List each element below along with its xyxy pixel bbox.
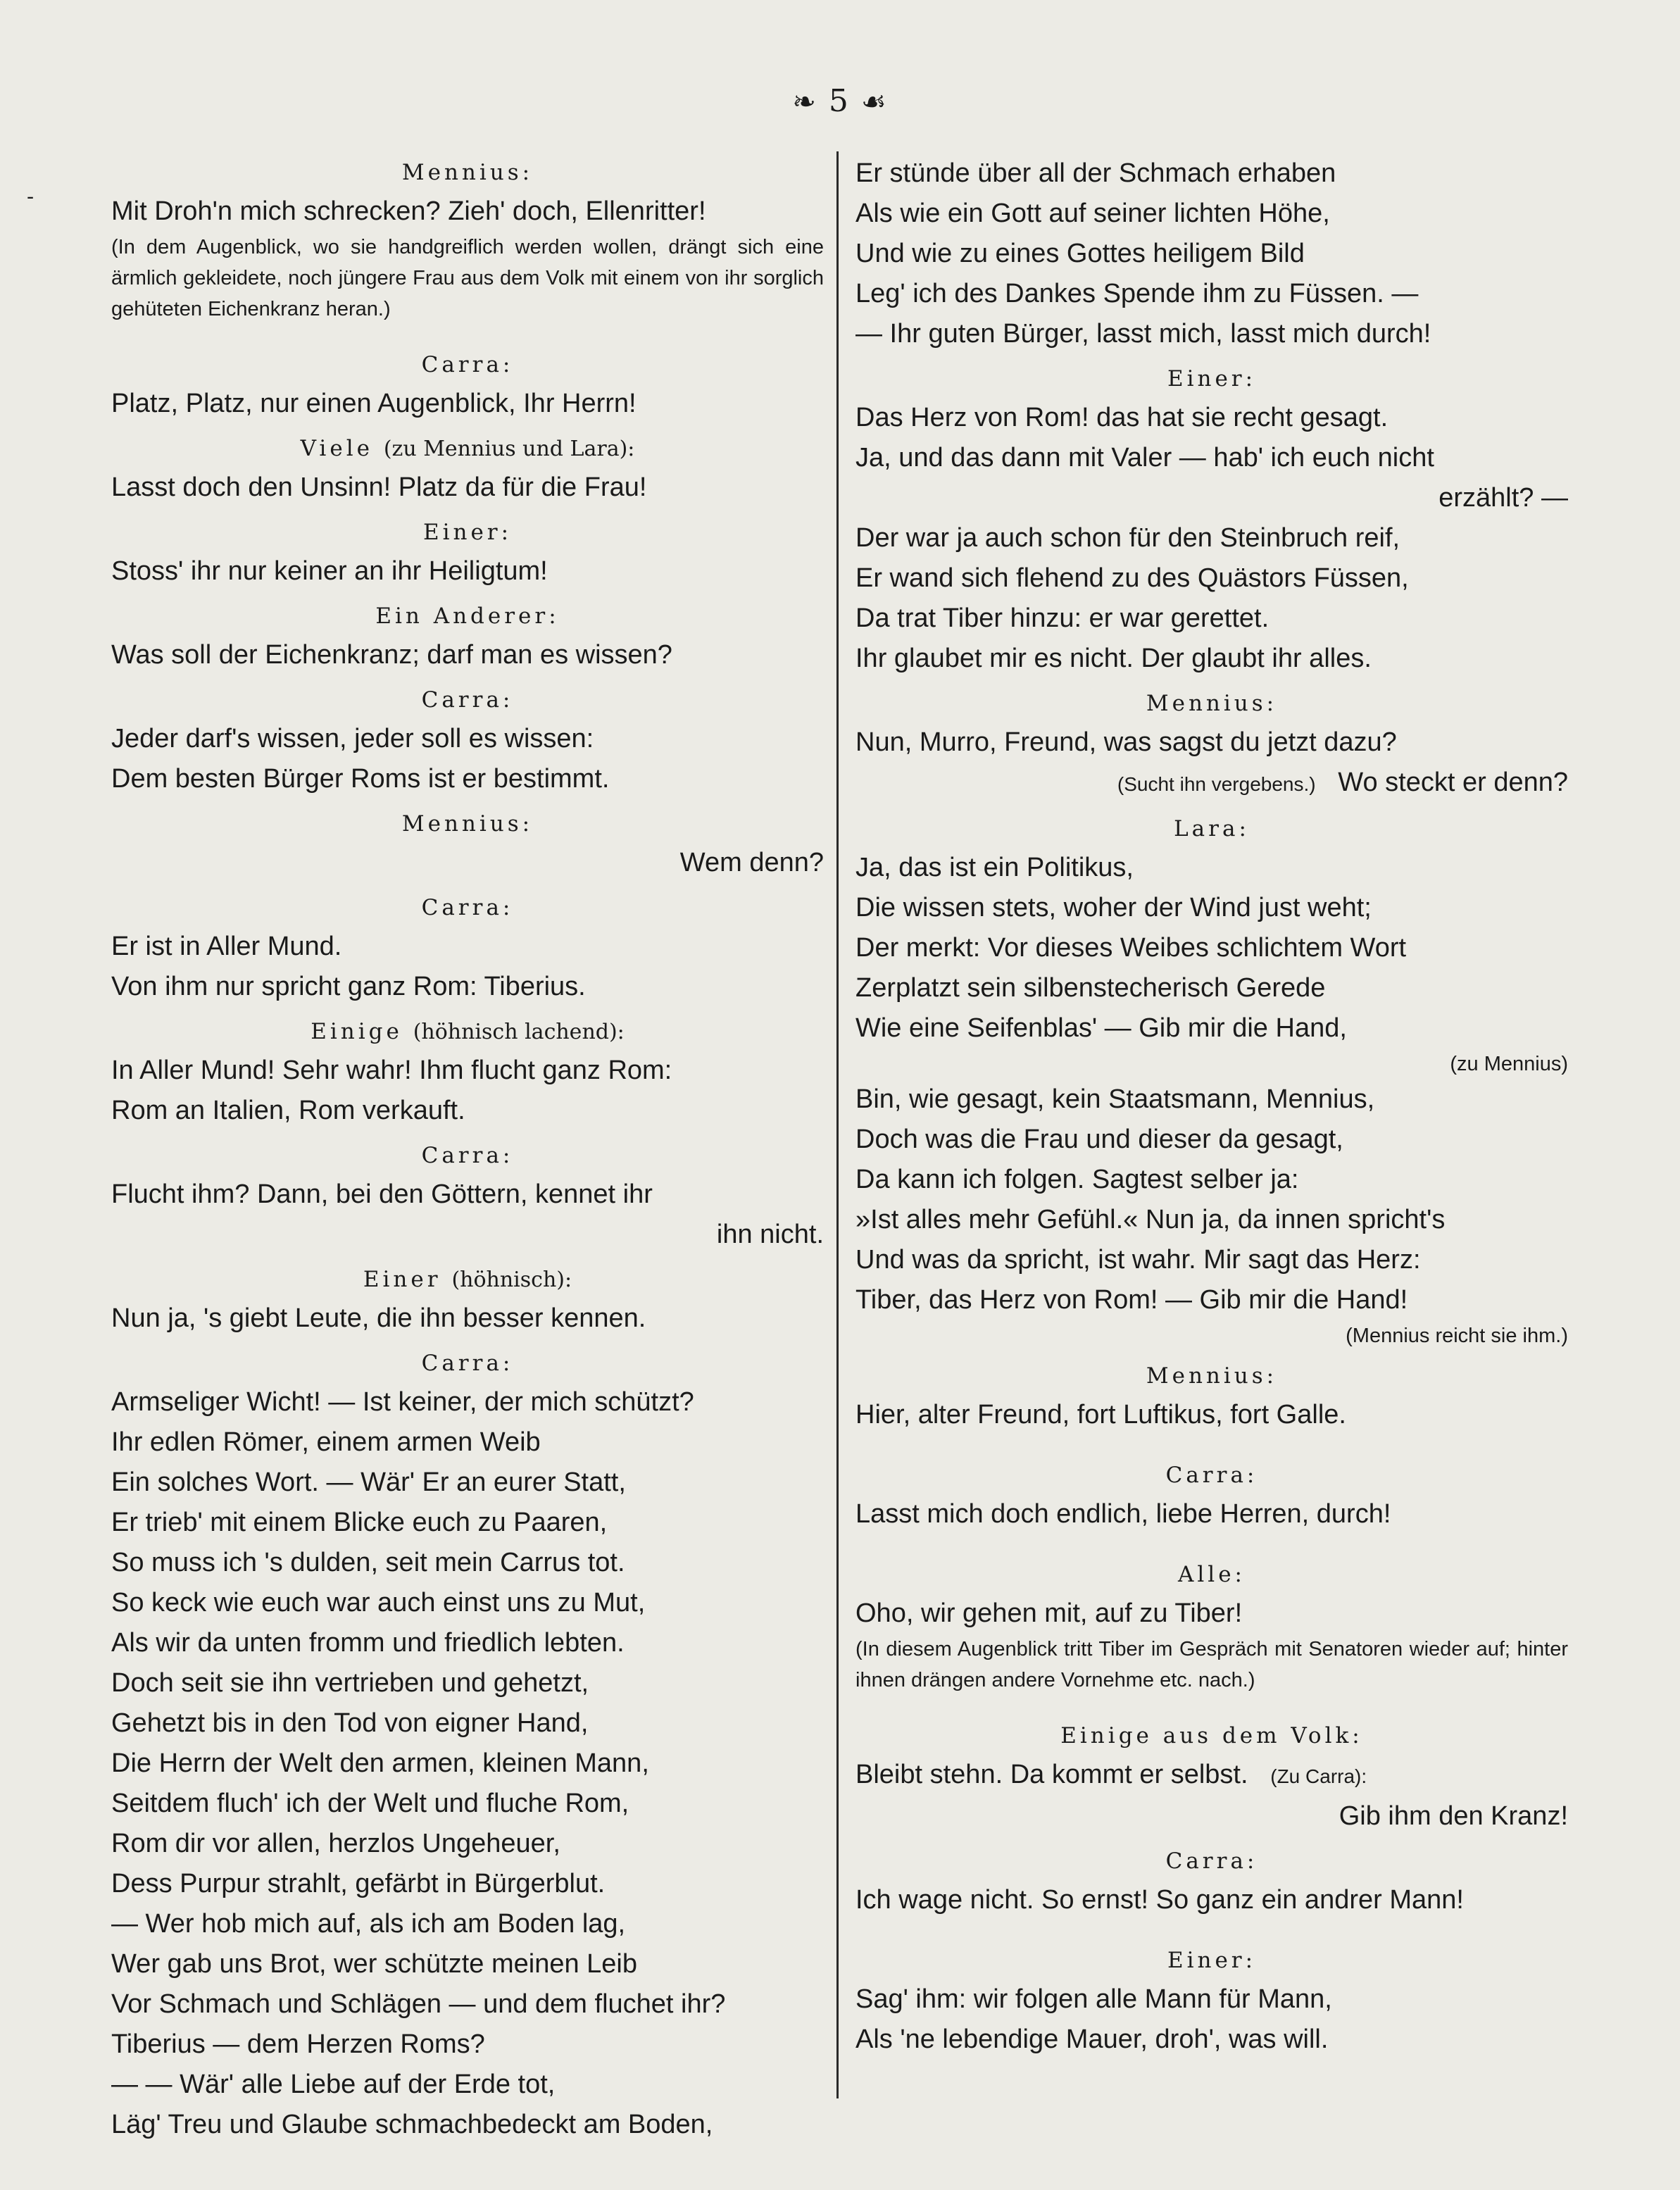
verse-line: Und wie zu eines Gottes heiligem Bild <box>855 239 1305 268</box>
verse-line: Gib ihm den Kranz! <box>1339 1801 1568 1831</box>
left-column <box>111 148 824 2145</box>
verse-text: Bleibt stehn. Da kommt er selbst. <box>855 1760 1248 1789</box>
verse-line: Rom an Italien, Rom verkauft. <box>111 1096 465 1125</box>
verse-line <box>855 763 1568 804</box>
speaker-note: (zu Mennius und Lara): <box>383 437 635 461</box>
verse-line: Als wie ein Gott auf seiner lichten Höhe, <box>855 199 1330 228</box>
speaker-label: Ein Anderer: <box>375 603 560 629</box>
speaker-label: Einer: <box>1167 1948 1257 1973</box>
verse-line: Platz, Platz, nur einen Augenblick, Ihr Herrn! <box>111 389 637 418</box>
verse-line: Wie eine Seifenblas' — Gib mir die Hand, <box>855 1013 1347 1043</box>
speaker-label <box>111 434 824 463</box>
stage-direction: (zu Mennius) <box>1450 1053 1568 1075</box>
stage-direction: (Zu Carra): <box>1270 1765 1367 1787</box>
verse-line: Tiber, das Herz von Rom! — Gib mir die Hand! <box>855 1285 1408 1315</box>
verse-line: Ihr edlen Römer, einem armen Weib <box>111 1427 541 1457</box>
speaker-label: Carra: <box>421 352 514 377</box>
verse-line: — Ihr guten Bürger, lasst mich, lasst mich durch! <box>855 319 1431 349</box>
stage-direction: (In diesem Augenblick tritt Tiber im Gespräch mit Senatoren wieder auf; hinter ihnen drängen andere Vornehme etc. nach.) <box>855 1638 1568 1691</box>
verse-line: Da trat Tiber hinzu: er war gerettet. <box>855 603 1270 633</box>
verse-line: Ja, das ist ein Politikus, <box>855 853 1134 882</box>
verse-line: Tiberius — dem Herzen Roms? <box>111 2029 485 2059</box>
speaker-label: Carra: <box>1165 1848 1258 1874</box>
page-number: 5 <box>828 83 850 119</box>
verse-text: Wo steckt er denn? <box>1338 768 1568 797</box>
stage-direction: (Mennius reicht sie ihm.) <box>1346 1325 1568 1347</box>
speaker-note: (höhnisch): <box>451 1268 572 1292</box>
verse-line: Läg' Treu und Glaube schmachbedeckt am Boden, <box>111 2110 713 2139</box>
speaker-label: Mennius: <box>1146 691 1278 716</box>
verse-line: Stoss' ihr nur keiner an ihr Heiligtum! <box>111 556 548 586</box>
verse-line: Ein solches Wort. — Wär' Er an eurer Statt, <box>111 1468 626 1497</box>
verse-line: Nun, Murro, Freund, was sagst du jetzt dazu? <box>855 727 1397 757</box>
verse-line: Ihr glaubet mir es nicht. Der glaubt ihr alles. <box>855 644 1372 673</box>
verse-line: Von ihm nur spricht ganz Rom: Tiberius. <box>111 972 586 1001</box>
speaker-note: (höhnisch lachend): <box>413 1020 625 1044</box>
speaker-label: Einer: <box>422 520 513 545</box>
verse-line: Wem denn? <box>679 848 824 877</box>
verse-line: Doch was die Frau und dieser da gesagt, <box>855 1125 1343 1154</box>
verse-line: Nun ja, 's giebt Leute, die ihn besser kennen. <box>111 1303 646 1333</box>
speaker-label: Mennius: <box>401 160 534 185</box>
speaker-label: Carra: <box>421 1143 514 1168</box>
verse-line: Lasst mich doch endlich, liebe Herren, durch! <box>855 1499 1391 1529</box>
verse-line: Zerplatzt sein silbenstecherisch Gerede <box>855 973 1326 1003</box>
verse-line: »Ist alles mehr Gefühl.« Nun ja, da innen spricht's <box>855 1205 1446 1234</box>
verse-line: Flucht ihm? Dann, bei den Göttern, kennet ihr <box>111 1180 653 1209</box>
verse-line: Er wand sich flehend zu des Quästors Füssen, <box>855 563 1409 593</box>
verse-line: Der war ja auch schon für den Steinbruch reif, <box>855 523 1400 553</box>
verse-line: — — Wär' alle Liebe auf der Erde tot, <box>111 2070 556 2099</box>
verse-line: Bin, wie gesagt, kein Staatsmann, Mennius, <box>855 1084 1375 1114</box>
verse-line: ihn nicht. <box>716 1220 824 1249</box>
verse-line: Hier, alter Freund, fort Luftikus, fort Galle. <box>855 1400 1346 1429</box>
page-header <box>0 83 1680 119</box>
speaker-label: Alle: <box>1177 1562 1246 1587</box>
verse-line: In Aller Mund! Sehr wahr! Ihm flucht ganz Rom: <box>111 1056 672 1085</box>
verse-line: Er trieb' mit einem Blicke euch zu Paaren, <box>111 1508 608 1537</box>
verse-line: Und was da spricht, ist wahr. Mir sagt das Herz: <box>855 1245 1421 1275</box>
ornament-right-icon: ☙ <box>860 86 888 118</box>
speaker-label: Mennius: <box>1146 1363 1278 1389</box>
speaker-label: Carra: <box>421 1351 514 1376</box>
verse-line: Die wissen stets, woher der Wind just weht; <box>855 893 1372 922</box>
verse-line: Dem besten Bürger Roms ist er bestimmt. <box>111 764 610 794</box>
speaker-name: Einer <box>363 1267 441 1292</box>
speaker-label: Lara: <box>1174 816 1250 841</box>
verse-line: Was soll der Eichenkranz; darf man es wissen? <box>111 640 672 670</box>
speaker-label: Carra: <box>421 687 514 713</box>
verse-line: So keck wie euch war auch einst uns zu Mut, <box>111 1588 646 1618</box>
verse-line: Vor Schmach und Schlägen — und dem fluchet ihr? <box>111 1989 726 2019</box>
speaker-label: Carra: <box>1165 1463 1258 1488</box>
verse-line: Dess Purpur strahlt, gefärbt in Bürgerblut. <box>111 1869 606 1898</box>
column-divider <box>836 151 839 2098</box>
verse-line: Er ist in Aller Mund. <box>111 932 342 961</box>
verse-line: Leg' ich des Dankes Spende ihm zu Füssen. — <box>855 279 1419 308</box>
verse-line: Sag' ihm: wir folgen alle Mann für Mann, <box>855 1984 1332 2014</box>
verse-line: Mit Droh'n mich schrecken? Zieh' doch, Ellenritter! <box>111 196 706 226</box>
verse-line: Gehetzt bis in den Tod von eigner Hand, <box>111 1708 589 1738</box>
verse-line: Armseliger Wicht! — Ist keiner, der mich schützt? <box>111 1387 694 1417</box>
verse-line: Seitdem fluch' ich der Welt und fluche Rom, <box>111 1789 629 1818</box>
verse-line: Lasst doch den Unsinn! Platz da für die Frau! <box>111 473 647 502</box>
right-column <box>855 154 1568 2060</box>
speaker-label: Einige aus dem Volk: <box>1060 1723 1363 1748</box>
verse-line: Da kann ich folgen. Sagtest selber ja: <box>855 1165 1299 1194</box>
verse-line: Oho, wir gehen mit, auf zu Tiber! <box>855 1598 1243 1628</box>
verse-line <box>855 1755 1568 1796</box>
verse-line: Wer gab uns Brot, wer schützte meinen Leib <box>111 1949 638 1979</box>
margin-mark: - <box>27 184 35 209</box>
verse-line: Die Herrn der Welt den armen, kleinen Mann, <box>111 1748 649 1778</box>
verse-line: — Wer hob mich auf, als ich am Boden lag, <box>111 1909 626 1939</box>
speaker-label: Mennius: <box>401 811 534 837</box>
speaker-label: Einer: <box>1167 366 1257 392</box>
verse-line: Rom dir vor allen, herzlos Ungeheuer, <box>111 1829 560 1858</box>
stage-direction: (Sucht ihn vergebens.) <box>1117 773 1316 795</box>
speaker-name: Einige <box>311 1019 403 1044</box>
verse-line: Das Herz von Rom! das hat sie recht gesagt. <box>855 403 1388 432</box>
verse-line: Als wir da unten fromm und friedlich lebten. <box>111 1628 625 1658</box>
verse-line: Als 'ne lebendige Mauer, droh', was will. <box>855 2025 1329 2054</box>
verse-line: Doch seit sie ihn vertrieben und gehetzt, <box>111 1668 589 1698</box>
verse-line: erzählt? — <box>1438 483 1568 513</box>
speaker-label <box>111 1017 824 1046</box>
ornament-left-icon: ❧ <box>792 86 817 118</box>
verse-line: Ich wage nicht. So ernst! So ganz ein andrer Mann! <box>855 1885 1464 1915</box>
speaker-label: Carra: <box>421 895 514 920</box>
verse-line: Er stünde über all der Schmach erhaben <box>855 158 1336 188</box>
verse-line: Der merkt: Vor dieses Weibes schlichtem Wort <box>855 933 1407 963</box>
verse-line: So muss ich 's dulden, seit mein Carrus tot. <box>111 1548 625 1577</box>
stage-direction: (In dem Augenblick, wo sie handgreiflich werden wollen, drängt sich eine ärmlich gekleidete, noch jüngere Frau aus dem Volk mit einem von ihr sorglich gehüteten Eichenkranz heran.) <box>111 236 824 320</box>
verse-line: Ja, und das dann mit Valer — hab' ich euch nicht <box>855 443 1434 473</box>
speaker-name: Viele <box>300 436 373 461</box>
speaker-label <box>111 1265 824 1294</box>
verse-line: Jeder darf's wissen, jeder soll es wissen: <box>111 724 594 753</box>
